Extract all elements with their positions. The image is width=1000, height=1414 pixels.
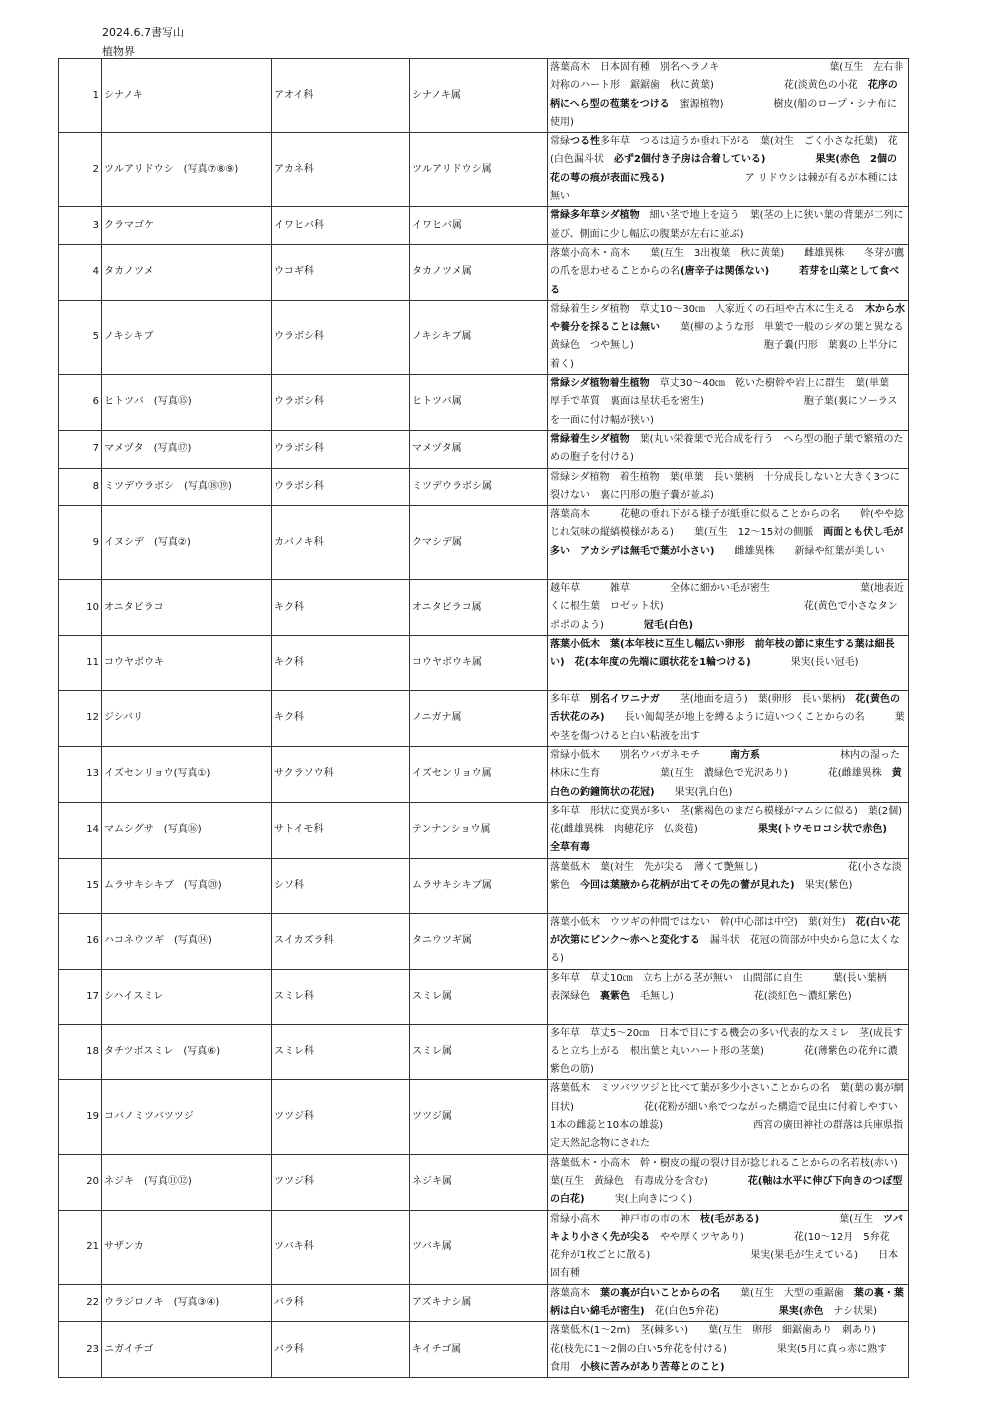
plant-family: キク科: [272, 580, 410, 636]
plant-name: マメヅタ (写真⑰): [102, 430, 272, 468]
row-number: 19: [59, 1080, 102, 1154]
description-text: 常緑着生シダ植物 草丈10～30㎝ 人家近くの石垣や古木に生える: [550, 303, 866, 315]
description-emphasis: 小核に苦みがあり苦苺とのこと): [580, 1361, 725, 1373]
plant-genus: ツツジ属: [410, 1080, 548, 1154]
description-text: 落葉高木: [550, 1287, 600, 1299]
row-number: 1: [59, 59, 102, 133]
description-emphasis: 花(軸は水平に伸び下向きのつぼ型の白花): [550, 1175, 903, 1206]
plant-name: ニガイチゴ: [102, 1322, 272, 1378]
plant-family: キク科: [272, 636, 410, 691]
plant-name: マムシグサ (写真⑯): [102, 802, 272, 858]
description-emphasis: 常緑シダ植物着生植物: [550, 378, 650, 390]
table-row: [59, 468, 909, 506]
description-emphasis: 果実(赤色: [778, 1306, 824, 1318]
plant-name: シハイスミレ: [102, 969, 272, 1024]
plant-family: ウラボシ科: [272, 300, 410, 374]
row-number: 8: [59, 468, 102, 506]
description-emphasis: 今回は葉腋から花柄が出てその先の蕾が見れた): [580, 879, 795, 891]
description-text: 果実(紫色): [794, 879, 853, 891]
plant-family: アカネ科: [272, 133, 410, 207]
plant-family: バラ科: [272, 1284, 410, 1322]
plant-name: ジシバリ: [102, 691, 272, 747]
plant-genus: ノニガナ属: [410, 691, 548, 747]
plant-family: サクラソウ科: [272, 746, 410, 802]
row-number: 4: [59, 244, 102, 300]
table-row: [59, 746, 909, 802]
description-text: 常緑: [550, 136, 570, 148]
plant-genus: イワヒバ属: [410, 207, 548, 245]
plant-name: クラマゴケ: [102, 207, 272, 245]
plant-description: [548, 913, 909, 969]
description-text: 毛無し) 花(淡紅色～濃紅紫色): [630, 990, 852, 1002]
description-text: 落葉小高木・高木 葉(互生 3出複葉 秋に黄葉) 雌雄異株 冬芽が鷹の爪を思わせることからの名: [550, 247, 905, 278]
table-row: [59, 858, 909, 913]
plant-genus: ヒトツバ属: [410, 375, 548, 431]
plant-description: [548, 1284, 909, 1322]
row-number: 7: [59, 430, 102, 468]
table-row: [59, 430, 909, 468]
plant-family: シソ科: [272, 858, 410, 913]
description-text: 果実(乳白色): [654, 786, 733, 798]
description-emphasis: 果実(赤色 2個の花の萼の痕が表面に残る): [550, 154, 897, 184]
table-row: [59, 691, 909, 747]
plant-genus: ツルアリドウシ属: [410, 133, 548, 207]
description-emphasis: 若芽を山菜として食べる: [550, 266, 900, 296]
plant-name: タカノツメ: [102, 244, 272, 300]
description-text: 多年草 形状に変異が多い 茎(紫褐色のまだら模様がマムシに似る) 葉(2個) 花(雌雄異株 肉穂花序 仏炎苞): [550, 805, 952, 836]
description-emphasis: 葉の裏・葉柄は白い綿毛が密生): [550, 1287, 904, 1318]
plant-family: バラ科: [272, 1322, 410, 1378]
description-emphasis: 黄白色の釣鐘筒状の花冠): [550, 768, 902, 798]
plant-family: カバノキ科: [272, 506, 410, 580]
plant-genus: クマシデ属: [410, 506, 548, 580]
row-number: 11: [59, 636, 102, 691]
row-number: 15: [59, 858, 102, 913]
description-emphasis: 全草有毒: [550, 842, 590, 854]
table-row: [59, 636, 909, 691]
description-text: 落葉低木 葉(対生 先が尖る 薄くて艶無し) 花(小さな淡紫色: [550, 861, 902, 891]
table-row: [59, 506, 909, 580]
table-row: [59, 300, 909, 374]
plant-family: ウラボシ科: [272, 430, 410, 468]
description-emphasis: 裏紫色: [600, 990, 630, 1002]
description-text: 細い茎で地上を這う 葉(茎の上に狭い葉の背葉が二列に並び、側面に少し幅広の腹葉が左右に並ぶ): [550, 210, 904, 240]
row-number: 9: [59, 506, 102, 580]
plant-family: ツツジ科: [272, 1154, 410, 1210]
description-emphasis: 花序の柄にへら型の苞葉をつける: [550, 80, 898, 110]
plant-description: [548, 375, 909, 431]
plant-family: サトイモ科: [272, 802, 410, 858]
plant-family: スミレ科: [272, 1024, 410, 1080]
description-text: 実(上向きにつく): [584, 1194, 693, 1206]
plant-genus: シナノキ属: [410, 59, 548, 133]
description-text: 多年草 草丈10㎝ 立ち上がる茎が無い 山間部に自生 葉(長い葉柄 表深緑色: [550, 972, 897, 1002]
plant-genus: マメヅタ属: [410, 430, 548, 468]
row-number: 14: [59, 802, 102, 858]
plant-family: イワヒバ科: [272, 207, 410, 245]
description-text: 漏斗状 花冠の筒部が中央から急に太くなる): [550, 934, 900, 965]
plant-genus: タニウツギ属: [410, 913, 548, 969]
description-emphasis: つる性: [570, 136, 600, 148]
plant-name: ウラジロノキ (写真③④): [102, 1284, 272, 1322]
plant-name: ノキシキブ: [102, 300, 272, 374]
row-number: 2: [59, 133, 102, 207]
plant-description: [548, 468, 909, 506]
plant-genus: ツバキ属: [410, 1210, 548, 1284]
description-text: やや厚くツヤあり) 花(10～12月 5弁花 花弁が1枚ごとに散る) 果実(果毛が生えている) 日本固有種: [550, 1231, 900, 1280]
table-row: [59, 580, 909, 636]
plant-description: [548, 691, 909, 747]
plant-genus: キイチゴ属: [410, 1322, 548, 1378]
description-emphasis: 南方系: [730, 749, 760, 761]
plant-name: ミツデウラボシ (写真⑱⑲): [102, 468, 272, 506]
plant-family: ウコギ科: [272, 244, 410, 300]
document-section-title: 植物界: [102, 45, 135, 58]
description-text: 常緑シダ植物 着生植物 葉(単葉 長い葉柄 十分成長しないと大きく3つに裂けない 裏に円形の胞子嚢が並ぶ): [550, 471, 900, 501]
description-emphasis: 枝(毛がある): [700, 1213, 760, 1225]
plant-family: キク科: [272, 691, 410, 747]
description-emphasis: 花(白い花が次第にピンク～赤へと変化する: [550, 916, 901, 946]
plant-table: [58, 58, 952, 1378]
plant-genus: イズセンリョウ属: [410, 746, 548, 802]
description-text: 蜜源植物) 樹皮(船のロープ・シナ布に使用): [550, 98, 897, 128]
plant-description: [548, 244, 909, 300]
plant-family: スイカズラ科: [272, 913, 410, 969]
plant-name: ムラサキシキブ (写真⑳): [102, 858, 272, 913]
row-number: 18: [59, 1024, 102, 1080]
plant-genus: アズキナシ属: [410, 1284, 548, 1322]
plant-family: スミレ科: [272, 969, 410, 1024]
plant-description: [548, 969, 909, 1024]
plant-description: [548, 133, 909, 207]
plant-genus: ミツデウラボシ属: [410, 468, 548, 506]
table-row: [59, 913, 909, 969]
description-text: 落葉低木(1～2m) 茎(棘多い) 葉(互生 卵形 細鋸歯あり 刺あり) 花(枝先に1～2個の白い5弁花を付ける) 果実(5月に真っ赤に熟す 食用: [550, 1325, 936, 1373]
row-number: 3: [59, 207, 102, 245]
description-text: 葉(互生: [759, 1213, 884, 1225]
description-text: 多年草 つるは這うか垂れ下がる 葉(対生 ごく小さな托葉) 花(白色漏斗状: [550, 136, 898, 166]
plant-name: タチツボスミレ (写真⑥): [102, 1024, 272, 1080]
plant-genus: ムラサキシキブ属: [410, 858, 548, 913]
plant-description: [548, 1154, 928, 1210]
plant-genus: ネジキ属: [410, 1154, 548, 1210]
description-text: 落葉低木 ミツバツツジと比べて葉が多少小さいことからの名 葉(葉の裏が網目状) 花(花粉が細い糸でつながった構造で昆虫に付着しやすい 1本の雌蕊と10本の雄蕊) 西宮の廣田神社の群落は兵庫県指定天然記念物にされた: [550, 1083, 908, 1150]
description-text: [765, 154, 815, 165]
row-number: 6: [59, 375, 102, 431]
plant-description: [548, 1024, 909, 1080]
plant-name: ハコネウツギ (写真⑭): [102, 913, 272, 969]
plant-name: ネジキ (写真⑪⑫): [102, 1154, 272, 1210]
description-text: 雌雄異株 新緑や紅葉が美しい: [714, 545, 885, 557]
description-text: 落葉小低木 ウツギの仲間ではない 幹(中心部は中空) 葉(対生): [550, 916, 856, 928]
plant-description: [548, 858, 909, 913]
description-text: 葉(柳のような形 単葉で一般のシダの葉と異なる 黄緑色 つや無し) 胞子嚢(円形 葉裏の上半分に着く): [550, 322, 914, 370]
plant-description: [548, 207, 909, 245]
description-emphasis: 落葉小低木 葉(本年枝に互生し幅広い卵形 前年枝の節に束生する葉は細長い) 花(本年度の先端に頭状花を1輪つける): [550, 639, 895, 669]
description-text: 越年草 雑草 全体に細かい毛が密生 葉(地表近くに根生葉 ロゼット状) 花(黄色で小さなタンポポのよう): [550, 583, 904, 631]
description-emphasis: 冠毛(白色): [643, 619, 694, 631]
table-row: [59, 59, 909, 133]
table-row: [59, 1322, 909, 1378]
description-text: 果実(長い冠毛): [750, 657, 859, 669]
description-text: 茎(地面を這う) 葉(卵形 長い葉柄): [659, 694, 856, 706]
description-text: 草丈30～40㎝ 乾いた樹幹や岩上に群生 葉(単葉 厚手で革質 裏面は星状毛を密生) 胞子葉(裏にソーラスを一面に付け幅が狭い): [550, 378, 899, 426]
row-number: 23: [59, 1322, 102, 1378]
plant-family: ウラボシ科: [272, 468, 410, 506]
plant-genus: スミレ属: [410, 969, 548, 1024]
plant-name: オニタビラコ: [102, 580, 272, 636]
row-number: 5: [59, 300, 102, 374]
row-number: 12: [59, 691, 102, 747]
description-text: [887, 824, 947, 835]
table-row: [59, 1024, 909, 1080]
description-emphasis: 常緑多年草シダ植物: [550, 210, 640, 222]
plant-name: サザンカ: [102, 1210, 272, 1284]
plant-description: [548, 746, 909, 802]
description-text: ナシ状果): [823, 1306, 878, 1318]
description-text: 落葉高木 日本固有種 別名ヘラノキ 葉(互生 左右非対称のハート形 鋸鋸歯 秋に黄葉) 花(淡黄色の小花: [550, 62, 904, 92]
description-text: 葉(丸い栄養葉で光合成を行う へら型の胞子葉で繁殖のための胞子を付ける): [550, 433, 904, 464]
description-text: 林内の湿った林床に生育 葉(互生 濃緑色で光沢あり) 花(雌雄異株: [550, 749, 900, 780]
row-number: 20: [59, 1154, 102, 1210]
plant-description: [548, 1210, 909, 1284]
description-text: 多年草 草丈5～20㎝ 日本で目にする機会の多い代表的なスミレ 茎(成長すると立ち上がる 根出葉と丸いハート形の茎葉) 花(薄紫色の花弁に濃紫色の筋): [550, 1027, 903, 1076]
table-row: [59, 375, 909, 431]
document-date-location: 2024.6.7書写山: [102, 26, 184, 39]
row-number: 22: [59, 1284, 102, 1322]
description-emphasis: 別名イワニナガ: [590, 694, 660, 706]
description-emphasis: ツバキより小さく先が尖る: [550, 1213, 903, 1243]
plant-name: ツルアリドウシ (写真⑦⑧⑨): [102, 133, 272, 207]
table-row: [59, 1154, 909, 1210]
plant-family: ツバキ科: [272, 1210, 410, 1284]
plant-description: [548, 300, 914, 374]
description-emphasis: 葉の裏が白いことからの名: [600, 1287, 720, 1299]
description-text: 落葉低木・小高木 幹・樹皮の縦の裂け目が捻じれることからの名若枝(赤い) 葉(互生 黄緑色 有毒成分を含む): [550, 1157, 928, 1187]
plant-genus: スミレ属: [410, 1024, 548, 1080]
table-row: [59, 207, 909, 245]
description-emphasis: 果実(トウモロコシ状で赤色): [757, 824, 887, 836]
plant-description: [548, 636, 909, 691]
plant-name: コウヤボウキ: [102, 636, 272, 691]
plant-family: ツツジ科: [272, 1080, 410, 1154]
plant-description: [548, 802, 952, 858]
description-emphasis: (唐辛子は関係ない): [680, 266, 770, 278]
plant-name: シナノキ: [102, 59, 272, 133]
description-emphasis: 必ず2個付き子房は合着している): [613, 154, 766, 166]
table-row: [59, 802, 909, 858]
plant-name: コバノミツバツツジ: [102, 1080, 272, 1154]
description-text: 多年草: [550, 694, 590, 706]
plant-description: [548, 1080, 909, 1154]
row-number: 21: [59, 1210, 102, 1284]
table-row: [59, 1284, 909, 1322]
plant-description: [548, 580, 909, 636]
plant-genus: オニタビラコ属: [410, 580, 548, 636]
description-text: 常緑小低木 別名ウバガネモチ: [550, 749, 730, 761]
table-row: [59, 133, 909, 207]
table-row: [59, 1080, 909, 1154]
description-emphasis: 花(黄色の舌状花のみ): [550, 694, 900, 724]
plant-name: イヌシデ (写真②): [102, 506, 272, 580]
description-text: 長い匍匐茎が地上を縛るように這いつくことからの名 葉や茎を傷つけると白い粘液を出す: [550, 712, 905, 742]
description-text: [769, 266, 799, 277]
plant-family: アオイ科: [272, 59, 410, 133]
row-number: 13: [59, 746, 102, 802]
plant-genus: テンナンショウ属: [410, 802, 548, 858]
description-emphasis: 木から水や養分を採ることは無い: [550, 303, 906, 334]
plant-name: ヒトツバ (写真⑮): [102, 375, 272, 431]
plant-genus: コウヤボウキ属: [410, 636, 548, 691]
description-text: 常緑小高木 神戸市の市の木: [550, 1213, 700, 1225]
plant-description: [548, 506, 909, 580]
plant-genus: ノキシキブ属: [410, 300, 548, 374]
plant-genus: タカノツメ属: [410, 244, 548, 300]
row-number: 17: [59, 969, 102, 1024]
description-text: 葉(互生 大型の重鋸歯: [720, 1287, 854, 1299]
description-emphasis: 常緑着生シダ植物: [550, 433, 630, 445]
table-row: [59, 969, 909, 1024]
plant-name: イズセンリョウ(写真①): [102, 746, 272, 802]
plant-description: [548, 1322, 936, 1378]
row-number: 16: [59, 913, 102, 969]
plant-family: ウラボシ科: [272, 375, 410, 431]
description-text: 花(白色5弁花): [644, 1306, 779, 1318]
description-text: ア リドウシは棘が有るが本種には無い: [550, 172, 898, 203]
row-number: 10: [59, 580, 102, 636]
plant-description: [548, 59, 909, 133]
description-emphasis: 両面とも伏し毛が多い アカシデは無毛で葉が小さい): [550, 527, 904, 557]
description-text: 落葉高木 花穂の垂れ下がる様子が紙垂に似ることからの名 幹(やや捻じれ気味の縦縞模様がある) 葉(互生 12～15対の側脈: [550, 509, 904, 539]
table-row: [59, 244, 909, 300]
plant-description: [548, 430, 909, 468]
table-row: [59, 1210, 909, 1284]
